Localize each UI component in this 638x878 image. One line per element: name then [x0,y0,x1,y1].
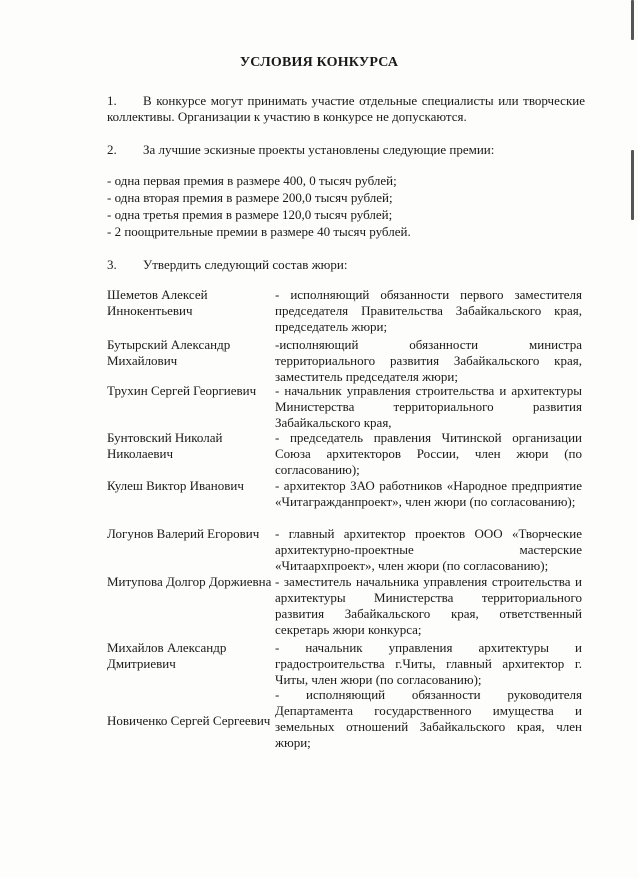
jury-member [107,287,587,337]
prize-item: - 2 поощрительные премии в размере 40 тысяч рублей. [107,224,411,239]
scan-edge-mark [631,150,634,220]
jury-member-name: Новиченко Сергей Сергеевич [107,713,271,728]
item-1-text: В конкурсе могут принимать участие отдельные специалисты или творческие коллективы. Организации к участию в конкурсе не допускаются. [107,93,585,124]
jury-member-name: Бунтовский Николай Николаевич [107,430,223,461]
jury-list [107,287,587,753]
jury-member [107,383,587,430]
jury-member-name: Логунов Валерий Егорович [107,526,260,541]
jury-member [107,526,587,574]
jury-member-role: - архитектор ЗАО работников «Народное предприятие «Читагражданпроект», член жюри (по согласованию); [275,478,582,509]
item-3-number: 3. [107,257,117,272]
prize-item: - одна вторая премия в размере 200,0 тысяч рублей; [107,190,393,205]
jury-member-role: - главный архитектор проектов ООО «Творческие архитектурно-проектные мастерские «Читаархпроект», член жюри (по согласованию); [275,526,582,573]
item-3 [107,257,585,273]
jury-member-role: - начальник управления архитектуры и градостроительства г.Читы, главный архитектор г. Читы, член жюри (по согласованию); [275,640,582,687]
item-1 [107,93,585,125]
jury-member [107,430,587,478]
document-title: УСЛОВИЯ КОНКУРСА [239,55,399,70]
jury-member [107,687,587,753]
jury-member [107,337,587,383]
jury-member [107,640,587,687]
prize-list [107,172,587,240]
jury-member-name: Митупова Долгор Доржиевна [107,574,272,589]
jury-member-name: Кулеш Виктор Иванович [107,478,244,493]
jury-member-role: - исполняющий обязанности первого заместителя председателя Правительства Забайкальского края, председатель жюри; [275,287,582,334]
jury-member-role: -исполняющий обязанности министра территориального развития Забайкальского края, заместитель председателя жюри; [275,337,582,384]
scan-edge-mark [631,0,634,40]
jury-member [107,478,587,526]
jury-member-name: Трухин Сергей Георгиевич [107,383,257,398]
prize-item: - одна первая премия в размере 400, 0 тысяч рублей; [107,173,397,188]
item-2 [107,142,585,158]
jury-member-name: Михайлов Александр Дмитриевич [107,640,227,671]
item-2-text: За лучшие эскизные проекты установлены следующие премии: [143,142,495,157]
item-1-number: 1. [107,93,117,108]
jury-member-role: - заместитель начальника управления строительства и архитектуры Министерства территориального развития Забайкальского края, ответственный секретарь жюри конкурса; [275,574,582,637]
jury-member-name: Шеметов Алексей Иннокентьевич [107,287,208,318]
jury-member-name: Бутырский Александр Михайлович [107,337,231,368]
jury-member-role: - начальник управления строительства и архитектуры Министерства территориального развития Забайкальского края, [275,383,582,430]
jury-member [107,574,587,640]
prize-item: - одна третья премия в размере 120,0 тысяч рублей; [107,207,393,222]
item-2-number: 2. [107,142,117,157]
jury-member-role: - исполняющий обязанности руководителя Департамента государственного имущества и земельных отношений Забайкальского края, член жюри; [275,687,582,750]
item-3-text: Утвердить следующий состав жюри: [143,257,348,272]
jury-member-role: - председатель правления Читинской организации Союза архитекторов России, член жюри (по согласованию); [275,430,582,477]
